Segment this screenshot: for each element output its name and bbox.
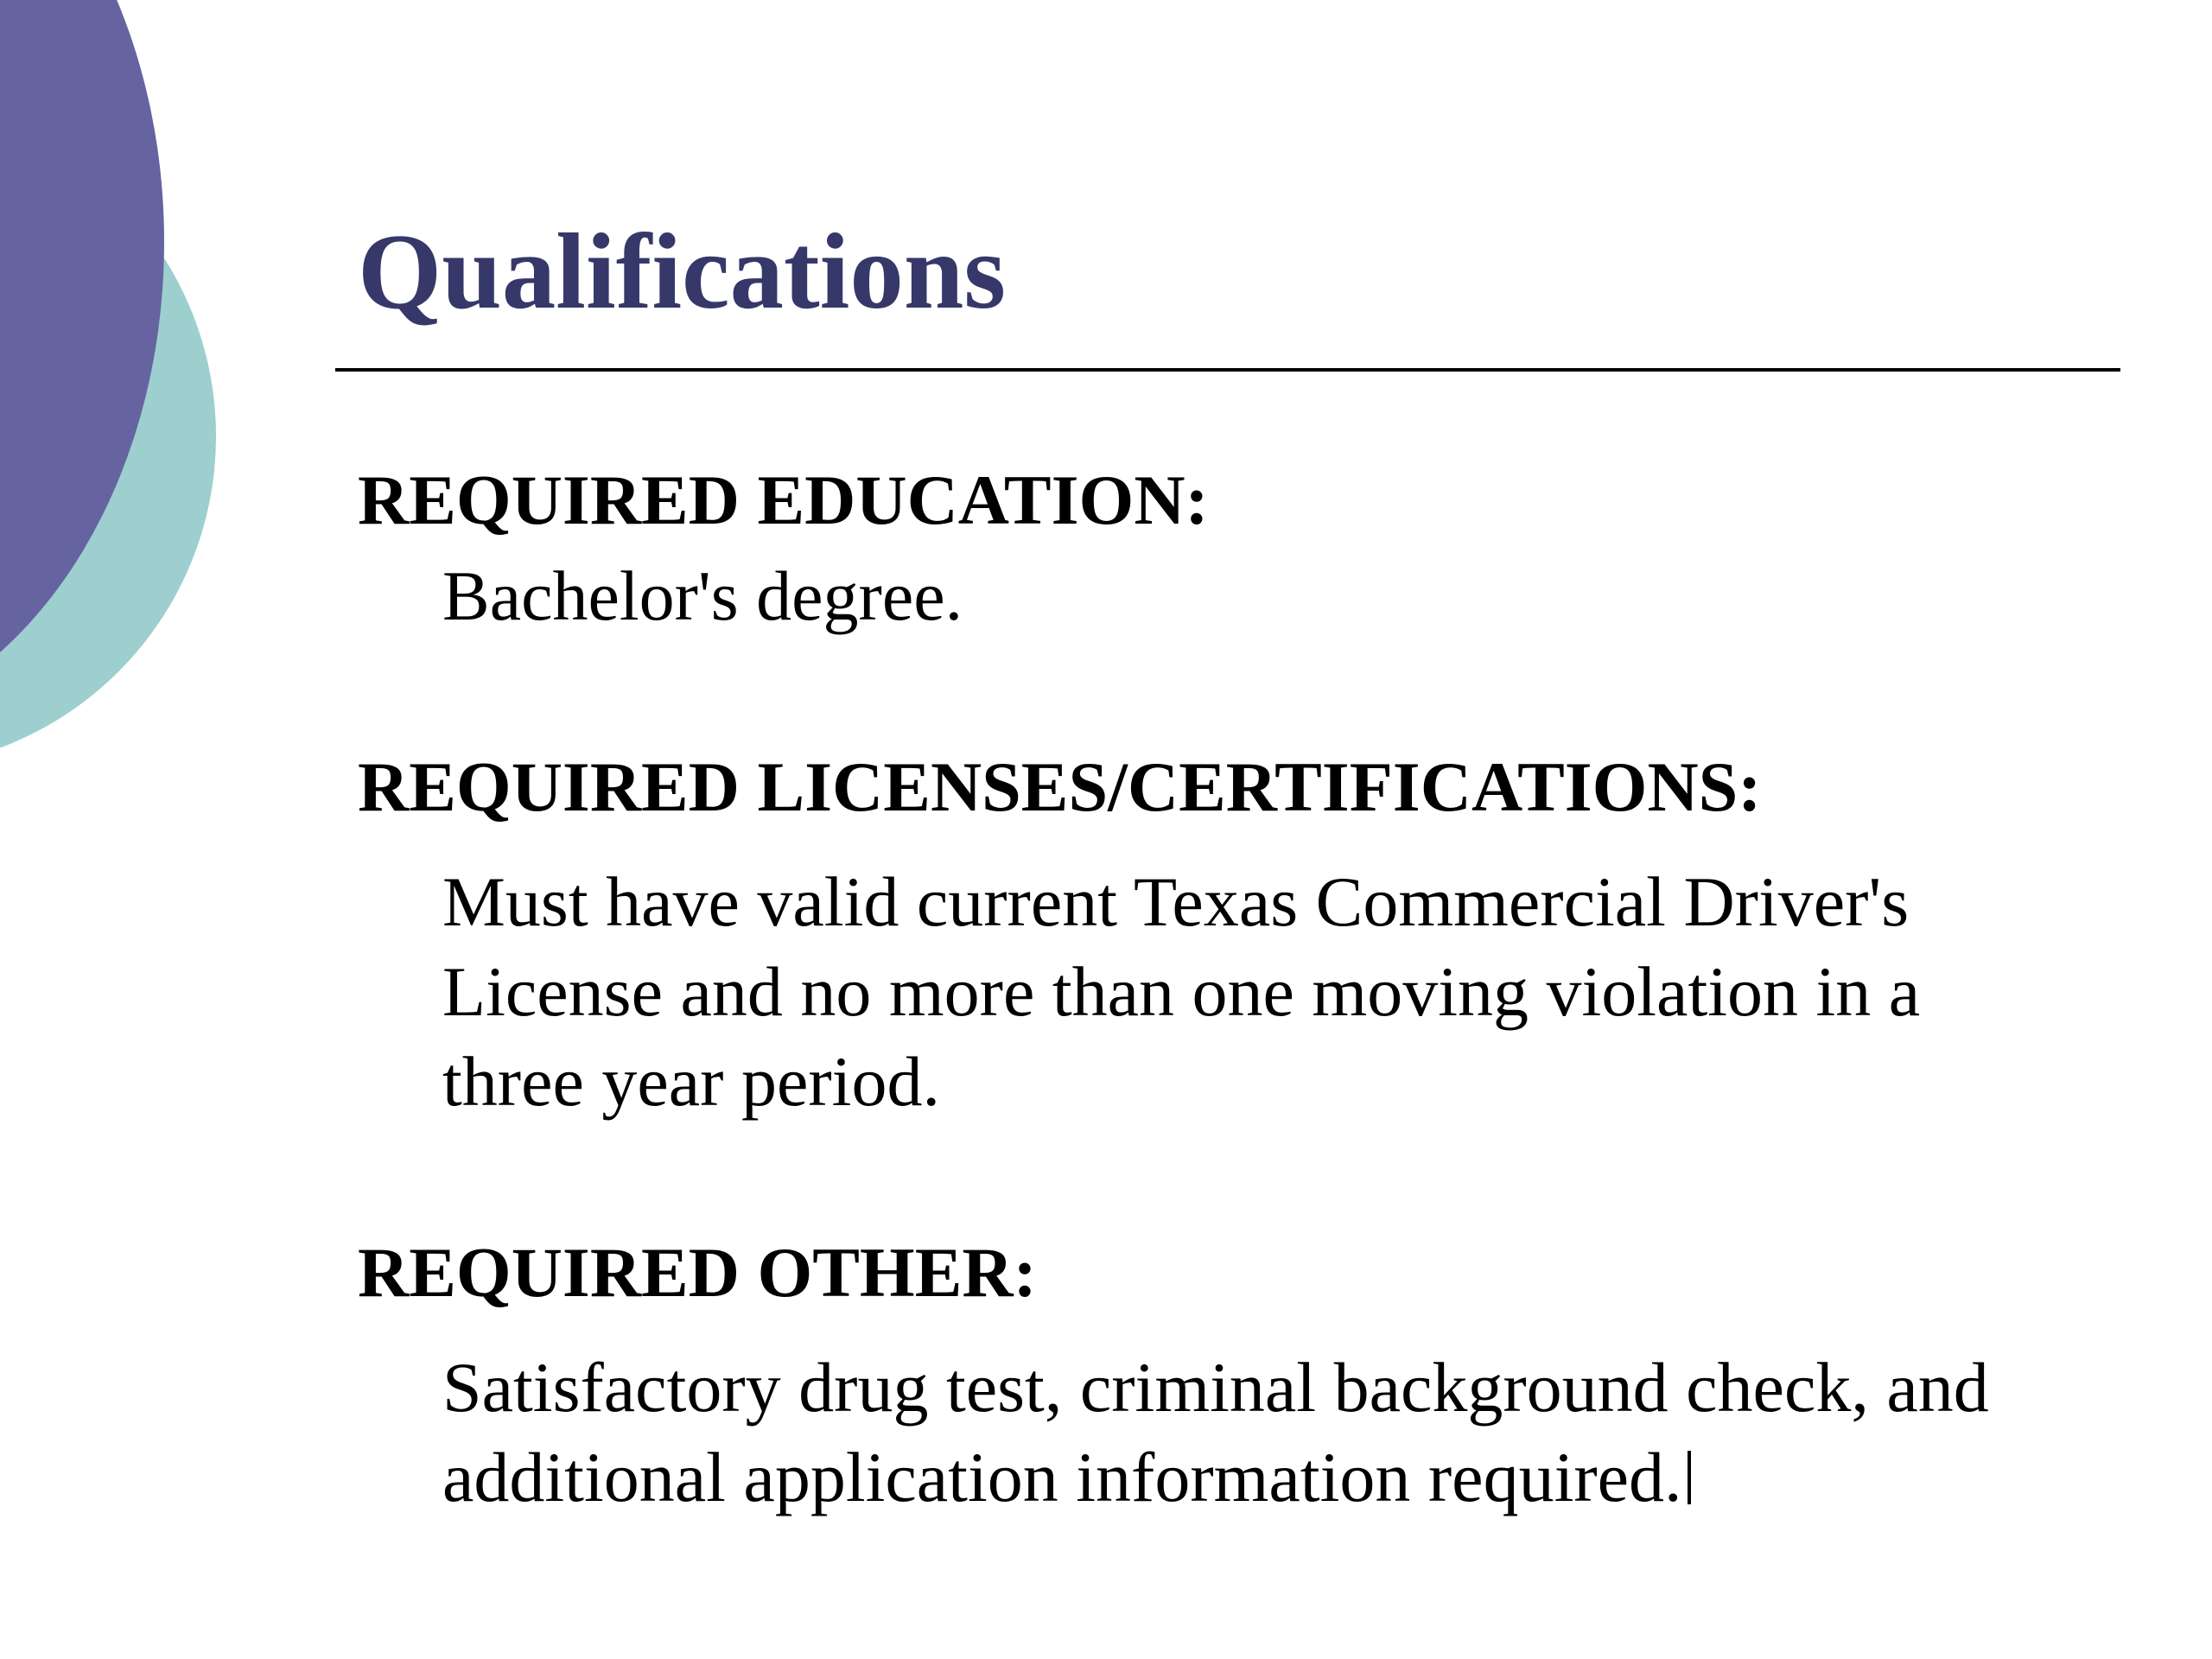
slide-title: Qualifications — [358, 213, 1007, 332]
other-line: Satisfactory drug test, criminal background check, and — [442, 1348, 1989, 1427]
title-divider — [335, 368, 2120, 372]
other-heading: REQUIRED OTHER: — [358, 1233, 1037, 1312]
other-text[interactable] — [442, 1343, 1989, 1522]
other-line: additional application information required. — [442, 1438, 1682, 1516]
licenses-text — [442, 857, 1920, 1127]
education-line: Bachelor's degree. — [442, 556, 963, 635]
text-cursor — [1688, 1451, 1691, 1504]
licenses-line: Must have valid current Texas Commercial Driver's — [442, 862, 1910, 941]
licenses-line: three year period. — [442, 1042, 940, 1121]
education-text — [442, 551, 963, 641]
licenses-line: License and no more than one moving violation in a — [442, 952, 1921, 1031]
education-heading: REQUIRED EDUCATION: — [358, 461, 1209, 539]
licenses-heading: REQUIRED LICENSES/CERTIFICATIONS: — [358, 747, 1762, 826]
